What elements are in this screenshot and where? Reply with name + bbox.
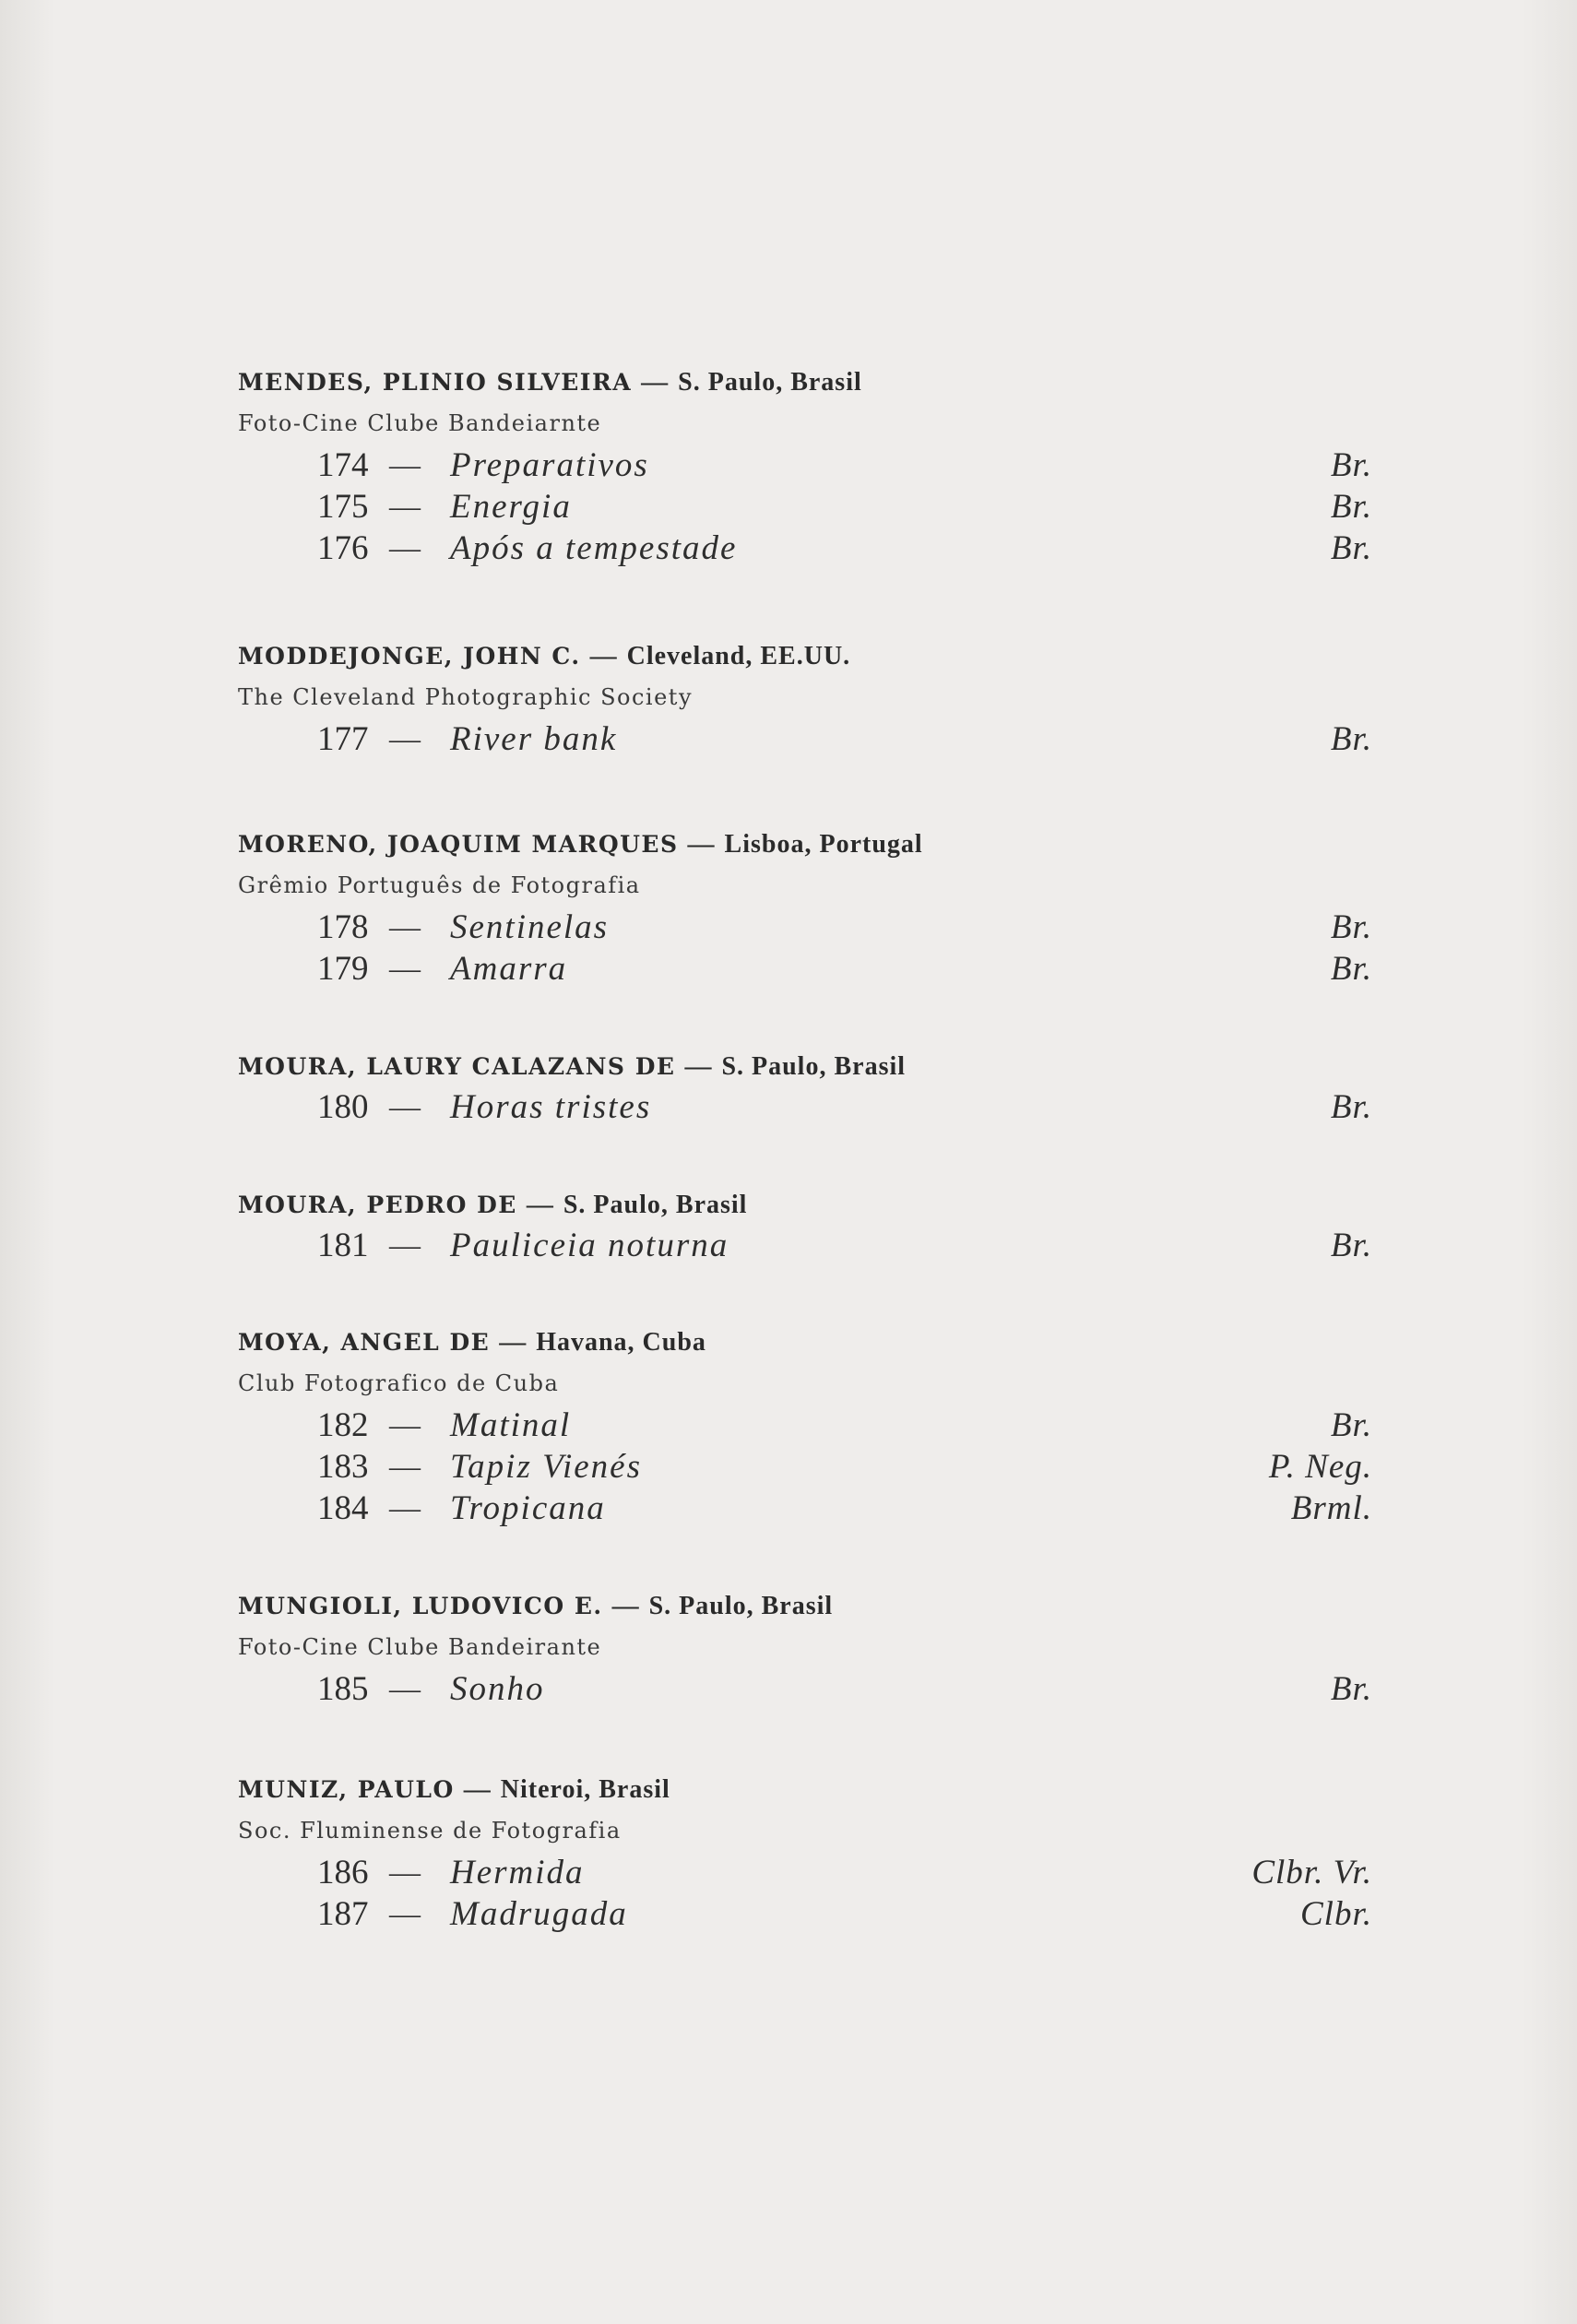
work-technique: Br. <box>1330 950 1372 988</box>
work-item <box>238 1405 1372 1446</box>
work-number: 187 <box>317 1895 369 1933</box>
work-dash: — <box>389 1897 421 1931</box>
work-number: 176 <box>317 529 369 567</box>
work-dash: — <box>389 1856 421 1890</box>
work-title: Pauliceia noturna <box>450 1227 729 1264</box>
work-title: Horas tristes <box>450 1088 652 1126</box>
artist-location: Lisboa, Portugal <box>724 830 923 859</box>
artist-entry-moura-laury <box>238 1046 1372 1128</box>
work-item <box>238 1446 1372 1488</box>
work-title: River bank <box>450 720 618 758</box>
work-item <box>238 718 1372 760</box>
artist-location: S. Paulo, Brasil <box>721 1052 907 1081</box>
work-item <box>238 486 1372 528</box>
work-item <box>238 1225 1372 1266</box>
work-title: Matinal <box>450 1406 572 1444</box>
work-dash: — <box>389 448 421 482</box>
separator: — <box>684 1051 713 1081</box>
work-technique: Br. <box>1330 446 1372 484</box>
work-item <box>238 528 1372 569</box>
separator: — <box>641 367 670 397</box>
work-title: Madrugada <box>450 1895 628 1933</box>
artist-name: MOURA, LAURY CALAZANS DE <box>238 1053 676 1080</box>
work-technique: Br. <box>1330 720 1372 758</box>
work-dash: — <box>389 490 421 524</box>
work-title: Sentinelas <box>450 908 610 946</box>
artist-location: S. Paulo, Brasil <box>678 368 862 397</box>
work-number: 181 <box>317 1227 369 1264</box>
artist-entry-mendes <box>238 362 1372 569</box>
work-dash: — <box>389 1491 421 1525</box>
artist-name: MODDEJONGE, JOHN C. <box>238 643 581 670</box>
separator: — <box>687 829 716 859</box>
club-name: Club Fotografico de Cuba <box>238 1370 560 1396</box>
artist-name: MOYA, ANGEL DE <box>238 1329 491 1356</box>
artist-name: MENDES, PLINIO SILVEIRA <box>238 369 633 396</box>
work-technique: Brml. <box>1290 1489 1372 1527</box>
artist-entry-moura-pedro <box>238 1184 1372 1266</box>
artist-location: Havana, Cuba <box>536 1328 706 1357</box>
artist-heading <box>238 824 1372 864</box>
work-dash: — <box>389 531 421 565</box>
artist-entry-mungioli <box>238 1585 1372 1710</box>
work-technique: Br. <box>1330 1406 1372 1444</box>
artist-heading <box>238 1046 1372 1086</box>
club-name: Soc. Fluminense de Fotografia <box>238 1818 622 1844</box>
work-dash: — <box>389 952 421 986</box>
work-number: 179 <box>317 950 369 988</box>
work-number: 175 <box>317 488 369 526</box>
work-item <box>238 1893 1372 1935</box>
separator: — <box>526 1190 554 1219</box>
work-number: 178 <box>317 908 369 946</box>
artist-location: Cleveland, EE.UU. <box>626 642 851 670</box>
work-number: 183 <box>317 1448 369 1486</box>
artist-heading <box>238 1769 1372 1809</box>
work-technique: Br. <box>1330 1670 1372 1708</box>
club-name: Grêmio Português de Fotografia <box>238 872 641 898</box>
work-title: Preparativos <box>450 446 649 484</box>
work-technique: Br. <box>1330 1227 1372 1264</box>
work-number: 182 <box>317 1406 369 1444</box>
separator: — <box>589 641 618 670</box>
artist-location: Niteroi, Brasil <box>500 1775 670 1804</box>
artist-entry-moya <box>238 1322 1372 1529</box>
work-technique: Br. <box>1330 1088 1372 1126</box>
work-title: Sonho <box>450 1670 545 1708</box>
artist-heading <box>238 635 1372 676</box>
artist-entry-moddejonge <box>238 635 1372 760</box>
work-number: 174 <box>317 446 369 484</box>
work-number: 186 <box>317 1854 369 1891</box>
work-title: Hermida <box>450 1854 585 1891</box>
work-item <box>238 1488 1372 1529</box>
work-technique: Clbr. Vr. <box>1251 1854 1372 1891</box>
separator: — <box>463 1774 492 1804</box>
club-name: The Cleveland Photographic Society <box>238 684 694 710</box>
work-item <box>238 907 1372 948</box>
artist-location: S. Paulo, Brasil <box>563 1191 748 1219</box>
artist-name: MORENO, JOAQUIM MARQUES <box>238 831 679 858</box>
work-technique: P. Neg. <box>1268 1448 1372 1486</box>
work-title: Energia <box>450 488 572 526</box>
artist-location: S. Paulo, Brasil <box>648 1592 834 1620</box>
artist-entry-moreno <box>238 824 1372 990</box>
work-dash: — <box>389 1450 421 1484</box>
separator: — <box>499 1327 528 1357</box>
work-number: 184 <box>317 1489 369 1527</box>
work-item <box>238 1668 1372 1710</box>
work-title: Após a tempestade <box>450 529 738 567</box>
artist-entry-muniz <box>238 1769 1372 1935</box>
artist-name: MOURA, PEDRO DE <box>238 1192 517 1218</box>
work-number: 185 <box>317 1670 369 1708</box>
work-item <box>238 1086 1372 1128</box>
artist-heading <box>238 1585 1372 1626</box>
work-dash: — <box>389 722 421 756</box>
artist-name: MUNIZ, PAULO <box>238 1776 455 1803</box>
work-title: Tropicana <box>450 1489 606 1527</box>
work-technique: Clbr. <box>1299 1895 1372 1933</box>
work-technique: Br. <box>1330 529 1372 567</box>
work-item <box>238 445 1372 486</box>
work-dash: — <box>389 1408 421 1442</box>
club-name: Foto-Cine Clube Bandeiarnte <box>238 410 602 436</box>
artist-name: MUNGIOLI, LUDOVICO E. <box>238 1593 603 1619</box>
artist-heading <box>238 362 1372 402</box>
work-item <box>238 1852 1372 1893</box>
work-dash: — <box>389 1090 421 1124</box>
artist-heading <box>238 1184 1372 1225</box>
work-number: 177 <box>317 720 369 758</box>
work-technique: Br. <box>1330 488 1372 526</box>
separator: — <box>611 1591 640 1620</box>
work-number: 180 <box>317 1088 369 1126</box>
artist-heading <box>238 1322 1372 1362</box>
work-title: Amarra <box>450 950 568 988</box>
work-technique: Br. <box>1330 908 1372 946</box>
work-dash: — <box>389 1672 421 1706</box>
work-item <box>238 948 1372 990</box>
work-title: Tapiz Vienés <box>450 1448 642 1486</box>
work-dash: — <box>389 910 421 944</box>
work-dash: — <box>389 1228 421 1263</box>
club-name: Foto-Cine Clube Bandeirante <box>238 1634 602 1660</box>
